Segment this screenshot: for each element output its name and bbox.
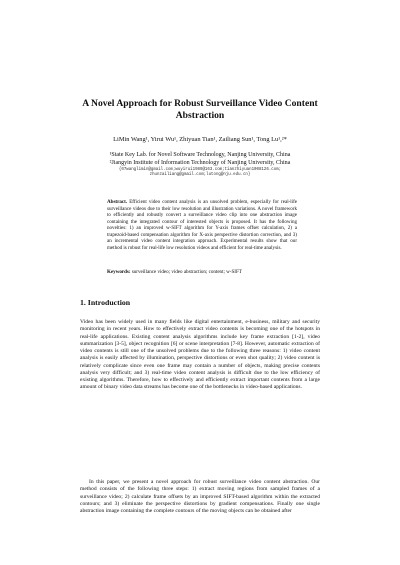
keywords-label: Keywords: xyxy=(107,269,131,275)
abstract-text: Efficient video content analysis is an unsolved problem, especially for real-life surveillance videos due to their low resolution and illustration variations. A novel framework to efficiently and robustly convert a surveillance video clip into one abstraction image containing the integrated contour of interested objects is proposed. It has the following novelties: 1) an improved w-SIFT algorithm for Y-axis frames offset calculation, 2) a trapezoid-based compensation algorithm for X-axis perspective distortion correction, and 3) an incremental video content integration approach. Experimental results show that our method is robust for real-life low resolution videos and efficient for real-time analysis. xyxy=(107,199,297,251)
abstract xyxy=(107,199,297,251)
section-heading-introduction: 1. Introduction xyxy=(80,298,131,307)
affiliations xyxy=(70,152,330,167)
author-list: LiMin Wang¹, Yirui Wu¹, Zhiyuan Tian¹, Zailiang Sun¹, Tong Lu¹,²* xyxy=(113,136,287,143)
body-paragraph-1: Video has been widely used in many fields like digital entertainment, e-business, military and security monitoring in recent years. How to effectively extract video contents is becoming one of the hotspots in real-life applications. Existing content analysis algorithms include key frame extraction [1-2], video summarization [3-5], object recognition [6] or scene interpretation [7-8]. However, automatic extraction of video contents is still one of the unsolved problems due to the following three reasons: 1) video content analysis is easily affected by illumination, perspective distortions or even shot quality; 2) video content is relatively complicate since even one frame may contain a number of objects, making precise contents analysis very difficult; and 3) real-time video content analysis is difficult due to the low efficiency of existing algorithms. Therefore, how to effectively and efficiently extract important contents from a large amount of binary video data streams has become one of the bottlenecks in video-based applications. xyxy=(80,319,320,391)
affiliation-2: ²Jiangyin Institute of Information Technology of Nanjing University, China xyxy=(109,159,291,166)
keywords-text: surveillance video; video abstraction; content; w-SIFT xyxy=(130,269,242,275)
paper-title: A Novel Approach for Robust Surveillance Video Content Abstraction xyxy=(82,98,318,121)
body-paragraph-2: In this paper, we present a novel approach for robust surveillance video content abstraction. Our method consists of the following three steps: 1) extract moving regions from sampled frames of a surveillance video; 2) calculate frame offsets by an improved SIFT-based algorithm within the extracted contours; and 3) eliminate the perspective distortions by gradient compensations. Finally one single abstraction image containing the complete contours of the moving objects can be obtained after xyxy=(80,479,320,514)
abstract-label: Abstract. xyxy=(107,199,128,205)
keywords xyxy=(107,269,297,276)
author-emails: {07wanglimin@gmail.com;wuyirui1989@163.com;tianzhiyuan1008126.com; zhunzailiang@gmail.com;lutong@nju.edu.cn} xyxy=(118,168,282,178)
affiliation-1: ¹State Key Lab. for Novel Software Technology, Nanjing University, China xyxy=(109,152,291,158)
